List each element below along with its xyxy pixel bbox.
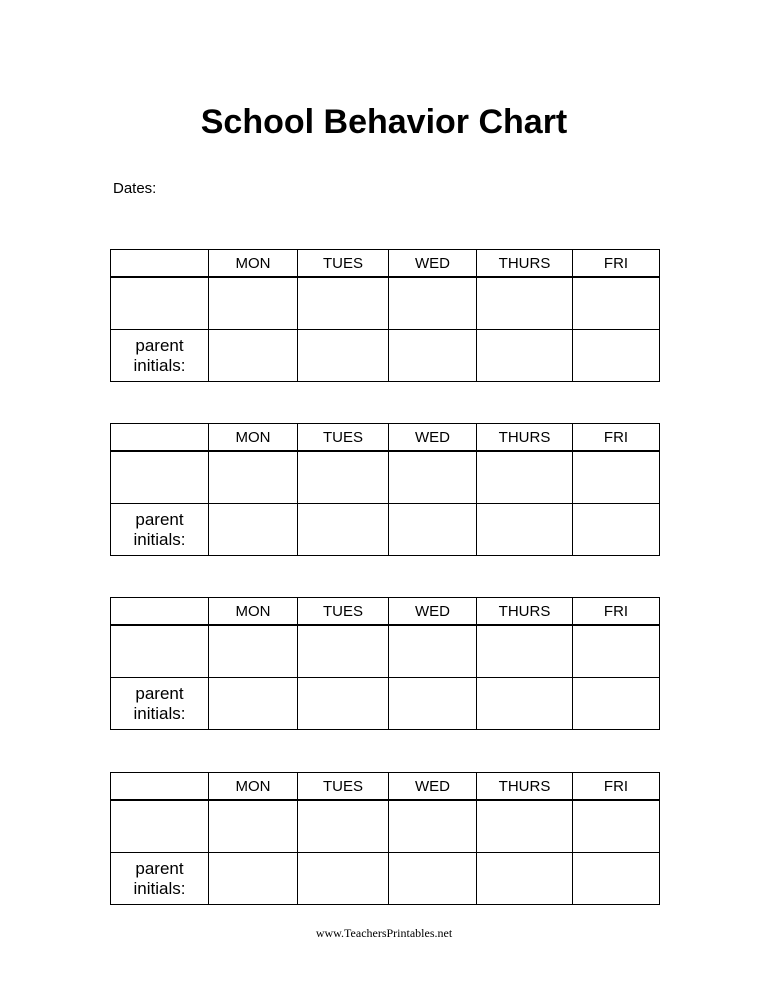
behavior-row: [111, 451, 660, 504]
behavior-cell-thurs[interactable]: [477, 800, 573, 853]
initials-cell-tues[interactable]: [298, 853, 389, 905]
day-header-thurs: THURS: [477, 250, 573, 278]
day-header-wed: WED: [389, 424, 477, 452]
behavior-cell-fri[interactable]: [573, 277, 660, 330]
day-header-thurs: THURS: [477, 424, 573, 452]
initials-cell-wed[interactable]: [389, 853, 477, 905]
behavior-label-cell: [111, 451, 209, 504]
behavior-cell-tues[interactable]: [298, 800, 389, 853]
day-header-tues: TUES: [298, 773, 389, 801]
behavior-cell-mon[interactable]: [209, 277, 298, 330]
behavior-cell-fri[interactable]: [573, 625, 660, 678]
behavior-cell-fri[interactable]: [573, 451, 660, 504]
behavior-label-cell: [111, 800, 209, 853]
day-header-wed: WED: [389, 773, 477, 801]
initials-label-line1: parent: [135, 335, 184, 355]
initials-cell-mon[interactable]: [209, 330, 298, 382]
behavior-cell-wed[interactable]: [389, 625, 477, 678]
table-header-row: [111, 250, 660, 278]
initials-cell-tues[interactable]: [298, 678, 389, 730]
behavior-row: [111, 625, 660, 678]
behavior-row: [111, 277, 660, 330]
corner-cell: [111, 773, 209, 801]
behavior-cell-fri[interactable]: [573, 800, 660, 853]
table-header-row: [111, 598, 660, 626]
initials-row: [111, 504, 660, 556]
initials-label-line2: initials:: [133, 878, 186, 898]
initials-label-line2: initials:: [133, 703, 186, 723]
initials-cell-thurs[interactable]: [477, 853, 573, 905]
behavior-cell-wed[interactable]: [389, 800, 477, 853]
parent-initials-label: [111, 678, 209, 730]
initials-cell-fri[interactable]: [573, 853, 660, 905]
week-table-4: [110, 772, 660, 905]
behavior-cell-mon[interactable]: [209, 451, 298, 504]
initials-cell-tues[interactable]: [298, 330, 389, 382]
parent-initials-label: [111, 504, 209, 556]
initials-cell-wed[interactable]: [389, 504, 477, 556]
initials-cell-mon[interactable]: [209, 504, 298, 556]
day-header-mon: MON: [209, 250, 298, 278]
day-header-mon: MON: [209, 424, 298, 452]
initials-row: [111, 853, 660, 905]
day-header-mon: MON: [209, 773, 298, 801]
initials-cell-fri[interactable]: [573, 678, 660, 730]
day-header-thurs: THURS: [477, 598, 573, 626]
initials-label-line1: parent: [135, 858, 184, 878]
day-header-fri: FRI: [573, 250, 660, 278]
page-title: School Behavior Chart: [200, 103, 568, 141]
week-table-2: [110, 423, 660, 556]
initials-cell-tues[interactable]: [298, 504, 389, 556]
corner-cell: [111, 424, 209, 452]
initials-label-line1: parent: [135, 509, 184, 529]
day-header-wed: WED: [389, 250, 477, 278]
footer-url: www.TeachersPrintables.net: [315, 926, 453, 940]
parent-initials-label: [111, 330, 209, 382]
behavior-cell-thurs[interactable]: [477, 277, 573, 330]
day-header-tues: TUES: [298, 250, 389, 278]
behavior-cell-mon[interactable]: [209, 625, 298, 678]
initials-cell-wed[interactable]: [389, 330, 477, 382]
behavior-label-cell: [111, 625, 209, 678]
week-table-3: [110, 597, 660, 730]
day-header-fri: FRI: [573, 424, 660, 452]
dates-label: Dates:: [113, 180, 157, 197]
behavior-row: [111, 800, 660, 853]
day-header-tues: TUES: [298, 598, 389, 626]
behavior-cell-tues[interactable]: [298, 277, 389, 330]
initials-label-line1: parent: [135, 683, 184, 703]
behavior-cell-wed[interactable]: [389, 451, 477, 504]
initials-cell-thurs[interactable]: [477, 678, 573, 730]
day-header-thurs: THURS: [477, 773, 573, 801]
behavior-cell-wed[interactable]: [389, 277, 477, 330]
parent-initials-label: [111, 853, 209, 905]
behavior-cell-thurs[interactable]: [477, 451, 573, 504]
initials-cell-fri[interactable]: [573, 504, 660, 556]
initials-cell-fri[interactable]: [573, 330, 660, 382]
day-header-tues: TUES: [298, 424, 389, 452]
initials-cell-thurs[interactable]: [477, 330, 573, 382]
initials-label-line2: initials:: [133, 529, 186, 549]
initials-label-line2: initials:: [133, 355, 186, 375]
corner-cell: [111, 598, 209, 626]
behavior-cell-tues[interactable]: [298, 451, 389, 504]
behavior-cell-tues[interactable]: [298, 625, 389, 678]
behavior-cell-thurs[interactable]: [477, 625, 573, 678]
day-header-mon: MON: [209, 598, 298, 626]
initials-row: [111, 678, 660, 730]
initials-cell-wed[interactable]: [389, 678, 477, 730]
day-header-wed: WED: [389, 598, 477, 626]
corner-cell: [111, 250, 209, 278]
initials-cell-thurs[interactable]: [477, 504, 573, 556]
day-header-fri: FRI: [573, 773, 660, 801]
initials-cell-mon[interactable]: [209, 853, 298, 905]
day-header-fri: FRI: [573, 598, 660, 626]
initials-cell-mon[interactable]: [209, 678, 298, 730]
week-table-1: [110, 249, 660, 382]
table-header-row: [111, 424, 660, 452]
behavior-cell-mon[interactable]: [209, 800, 298, 853]
behavior-label-cell: [111, 277, 209, 330]
initials-row: [111, 330, 660, 382]
table-header-row: [111, 773, 660, 801]
